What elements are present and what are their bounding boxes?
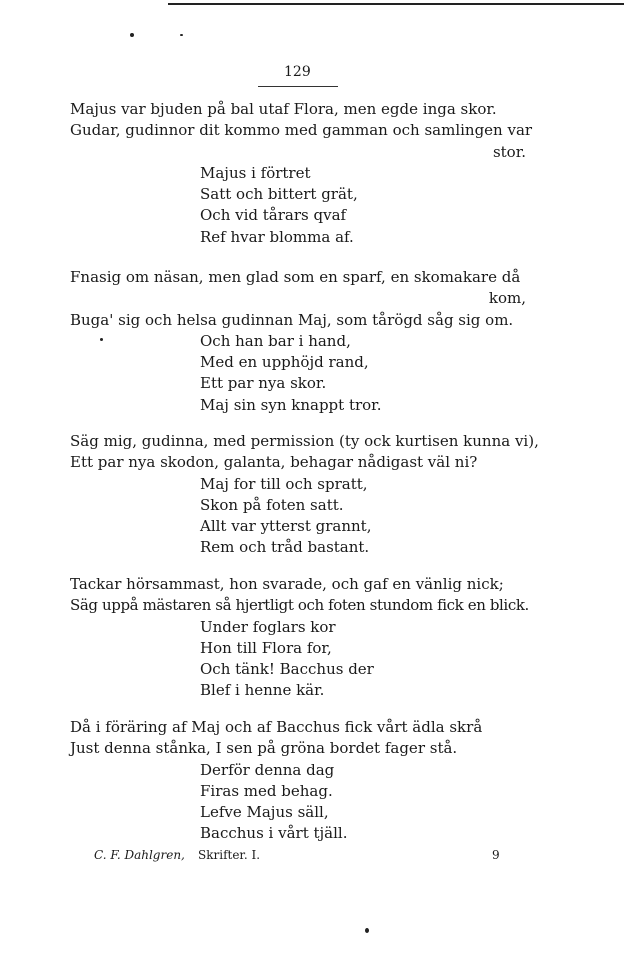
verse-line: Derför denna dag: [200, 760, 335, 779]
verse-line: Och han bar i hand,: [200, 331, 351, 350]
verse-line: Skon på foten satt.: [200, 495, 344, 514]
verse-line: Just denna stånka, I sen på gröna bordet fager stå.: [70, 739, 458, 758]
verse-line: Satt och bittert grät,: [200, 185, 358, 204]
printer-signature: 9: [492, 848, 500, 862]
verse-line: Rem och tråd bastant.: [200, 538, 370, 557]
top-edge-rule: [168, 3, 624, 5]
verse-line: Under foglars kor: [200, 617, 336, 636]
verse-line: Då i föräring af Maj och af Bacchus fick vårt ädla skrå: [70, 718, 483, 736]
ink-speck: [365, 928, 369, 933]
verse-line: Buga' sig och helsa gudinnan Maj, som tårögd såg sig om.: [70, 310, 514, 329]
stanza-1: [70, 99, 533, 248]
verse-line: Och vid tårars qvaf: [200, 206, 347, 225]
stanza-2: [70, 267, 530, 416]
ink-speck: [130, 33, 134, 37]
verse-line: Hon till Flora for,: [200, 638, 332, 657]
stanza-4: [70, 574, 530, 702]
verse-line: Maj sin syn knappt tror.: [200, 395, 382, 414]
verse-line: Säg mig, gudinna, med permission (ty ock kurtisen kunna vi),: [70, 432, 539, 450]
verse-line: Ett par nya skor.: [200, 374, 327, 393]
verse-line: Firas med behag.: [200, 781, 333, 800]
verse-line: Säg uppå mästaren så hjertligt och foten stundom fick en blick.: [70, 596, 529, 615]
verse-line: Majus var bjuden på bal utaf Flora, men egde inga skor.: [70, 100, 497, 118]
verse-line: Blef i henne kär.: [200, 681, 325, 700]
verse-line: Bacchus i vårt tjäll.: [200, 824, 348, 843]
footer-work-title: Skrifter. I.: [198, 848, 261, 862]
verse-line: Gudar, gudinnor dit kommo med gamman och samlingen var: [70, 121, 533, 140]
verse-line: Ett par nya skodon, galanta, behagar nådigast väl ni?: [70, 453, 478, 472]
verse-line: Allt var ytterst grannt,: [200, 517, 372, 536]
verse-line: Med en upphöjd rand,: [200, 353, 369, 372]
verse-line: Ref hvar blomma af.: [200, 227, 354, 246]
page-number-rule: [258, 86, 338, 87]
page-number: 129: [284, 64, 311, 80]
verse-line: Maj for till och spratt,: [200, 474, 368, 493]
verse-line: Fnasig om näsan, men glad som en sparf, en skomakare då: [70, 268, 521, 286]
footer-author: C. F. Dahlgren,: [94, 848, 185, 862]
stanza-3: [70, 431, 539, 559]
verse-line: Tackar hörsammast, hon svarade, och gaf en vänlig nick;: [70, 575, 504, 593]
ink-speck: [180, 34, 183, 36]
verse-line: Majus i förtret: [200, 163, 311, 182]
verse-line: Lefve Majus säll,: [200, 803, 329, 822]
verse-line: Och tänk! Bacchus der: [200, 660, 374, 679]
verse-turnover: stor.: [492, 142, 526, 161]
verse-turnover: kom,: [488, 289, 526, 308]
stanza-5: [70, 717, 530, 845]
